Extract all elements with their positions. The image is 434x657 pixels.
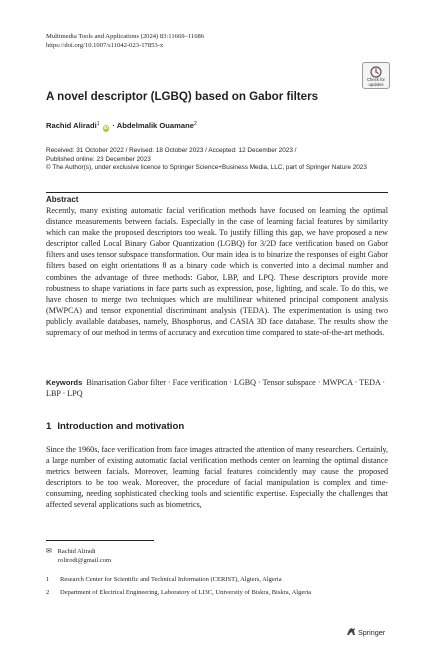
keywords-label: Keywords xyxy=(46,378,83,387)
abstract-heading: Abstract xyxy=(46,195,79,204)
copyright-line: © The Author(s), under exclusive licence to Springer Science+Business Media, LLC, part of Springer Nature 2023 xyxy=(46,164,367,172)
footnote-rule xyxy=(46,540,154,541)
keywords xyxy=(46,377,388,399)
dates-line: Published online: 23 December 2023 xyxy=(46,155,151,163)
publication-dates xyxy=(46,147,396,173)
badge-line-1: Check for xyxy=(367,77,385,82)
affiliation-item xyxy=(46,575,388,584)
contact-name: Rachid Aliradi xyxy=(57,548,96,555)
dates-line: Received: 31 October 2022 / Revised: 18 October 2023 / Accepted: 12 December 2023 / xyxy=(46,147,297,154)
section-title: Introduction and motivation xyxy=(57,421,185,432)
author-affiliation-marker: 1 xyxy=(96,121,100,127)
author-name[interactable]: Rachid Aliradi xyxy=(46,121,97,130)
doi-link[interactable]: https://doi.org/10.1007/s11042-023-17853-x xyxy=(46,42,164,49)
publisher-name: Springer xyxy=(358,628,386,637)
affiliation-text: Department of Electrical Engineering, Laboratory of LI3C, University of Biskra, Biskra, Algeria xyxy=(60,589,312,596)
publisher-logo xyxy=(346,627,385,638)
affiliation-number: 1 xyxy=(46,576,50,583)
springer-horse-icon xyxy=(346,627,356,636)
badge-line-2: updates xyxy=(368,81,384,87)
affiliation-text: Research Center for Scientific and Technical Information (CERIST), Algiers, Algeria xyxy=(60,576,282,583)
abstract-text: Recently, many existing automatic facial verification methods have focused on learning the optimal distance measurements between facials. Especially in the case of learning facial features by similarity which can make the proposed descriptors too weak. To justify filling this gap, we have proposed a new descriptor called Local Binary Gabor Quantization (LGBQ) for 3/2D face verification based on Gabor filters and uses tensor subspace transformation. Our main idea is to binarize the responses of eight Gabor filters based on eight orientations θ as a binary code which is converted into a decimal number and combines the advantage of three methods: Gabor, LBP, and LPQ. These descriptors provide more robustness to shape variations in face parts such as expression, pose, lighting, and scale. To do this, we have chosen to merge two techniques which are multilinear whitened principal component analysis (MWPCA) and tensor exponential discriminant analysis (TEDA). The experimentation is using two publicly available databases, namely, Bhosphorus, and CASIA 3D face database. The results show the supremacy of our method in terms of accuracy and execution time compared to state-of-the-art methods. xyxy=(46,206,388,338)
check-for-updates-badge[interactable] xyxy=(362,62,390,89)
contact-email[interactable]: rolirodi@gmail.com xyxy=(58,557,112,564)
author-separator: · xyxy=(112,121,115,130)
author-list xyxy=(46,119,197,132)
abstract-top-rule xyxy=(46,192,388,193)
journal-citation: Multimedia Tools and Applications (2024) 83:11669–11686 xyxy=(46,33,205,40)
paper-title: A novel descriptor (LGBQ) based on Gabor filters xyxy=(46,90,319,103)
author-name[interactable]: Abdelmalik Ouamane xyxy=(116,121,194,130)
contact-block xyxy=(46,547,111,565)
author-affiliation-marker: 2 xyxy=(194,121,197,127)
section-number: 1 xyxy=(46,421,52,432)
section-body-text: Since the 1960s, face verification from face images attracted the attention of many researchers. Certainly, a large number of existing automatic facial verification methods center on learning the optimal distance metrics between facials. Moreover, learning facial features coincidently may cause the proposed descriptors to be too weak. Moreover, the procedure of facial manipulation is complex and time-consuming, needing sophisticated checking tools and scientific expertise. Especially the challenges that affected several applications such as biometrics, xyxy=(46,445,388,510)
affiliation-number: 2 xyxy=(46,589,50,596)
keywords-list: Binarisation Gabor filter · Face verification · LGBQ · Tensor subspace · MWPCA · TEDA · LBP · LPQ xyxy=(46,378,386,399)
orcid-icon[interactable]: iD xyxy=(103,125,109,130)
section-heading xyxy=(46,421,184,433)
affiliation-item xyxy=(46,588,388,597)
envelope-icon: ✉ xyxy=(46,547,52,555)
